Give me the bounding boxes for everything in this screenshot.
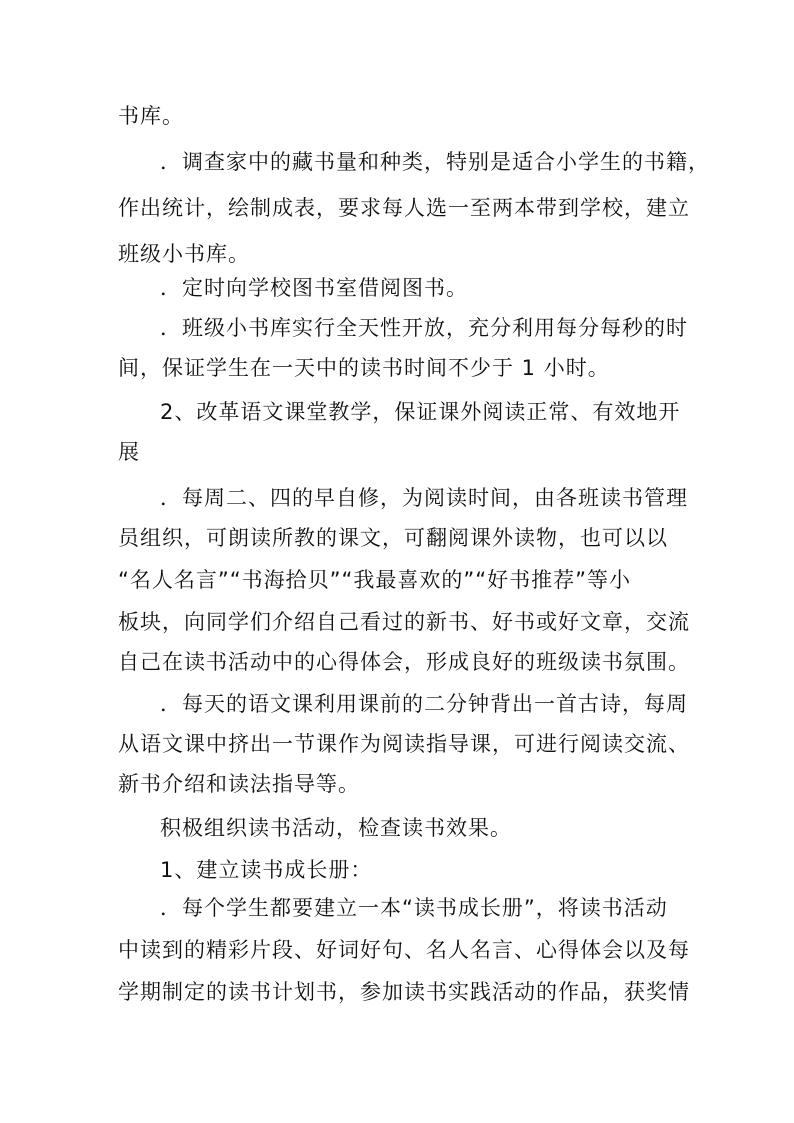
text-line: 板块，向同学们介绍自己看过的新书、好书或好文章，交流 — [118, 610, 690, 634]
text-line: “名人名言”“书海拾贝”“我最喜欢的”“好书推荐”等小 — [118, 568, 632, 592]
text-line: 间，保证学生在一天中的读书时间不少于 1 小时。 — [118, 356, 610, 380]
text-line: ．定时向学校图书室借阅图书。 — [160, 276, 468, 300]
text-line: 作出统计，绘制成表，要求每人选一至两本带到学校，建立 — [118, 196, 690, 220]
text-line: 员组织，可朗读所教的课文，可翻阅课外读物，也可以以 — [118, 526, 668, 550]
text-line: 书库。 — [118, 104, 184, 128]
text-line: 自己在读书活动中的心得体会，形成良好的班级读书氛围。 — [118, 650, 690, 674]
text-line: 展 — [118, 440, 140, 464]
text-line: ．每天的语文课利用课前的二分钟背出一首古诗，每周 — [160, 692, 688, 716]
text-line: 中读到的精彩片段、好词好句、名人名言、心得体会以及每 — [118, 938, 690, 962]
text-line: ．调查家中的藏书量和种类，特别是适合小学生的书籍， — [160, 150, 710, 174]
text-line: 1、建立读书成长册： — [160, 858, 373, 882]
text-line: 学期制定的读书计划书，参加读书实践活动的作品，获奖情 — [118, 980, 690, 1004]
text-line: 班级小书库。 — [118, 242, 250, 266]
text-line: 积极组织读书活动，检查读书效果。 — [160, 816, 512, 840]
text-line: 新书介绍和读法指导等。 — [118, 772, 360, 796]
text-line: ．班级小书库实行全天性开放，充分利用每分每秒的时 — [160, 316, 688, 340]
text-line: ．每个学生都要建立一本“读书成长册”，将读书活动 — [160, 896, 668, 920]
text-line: ．每周二、四的早自修，为阅读时间，由各班读书管理 — [160, 486, 688, 510]
text-line: 2、改革语文课堂教学，保证课外阅读正常、有效地开 — [160, 400, 681, 424]
text-line: 从语文课中挤出一节课作为阅读指导课，可进行阅读交流、 — [118, 732, 690, 756]
